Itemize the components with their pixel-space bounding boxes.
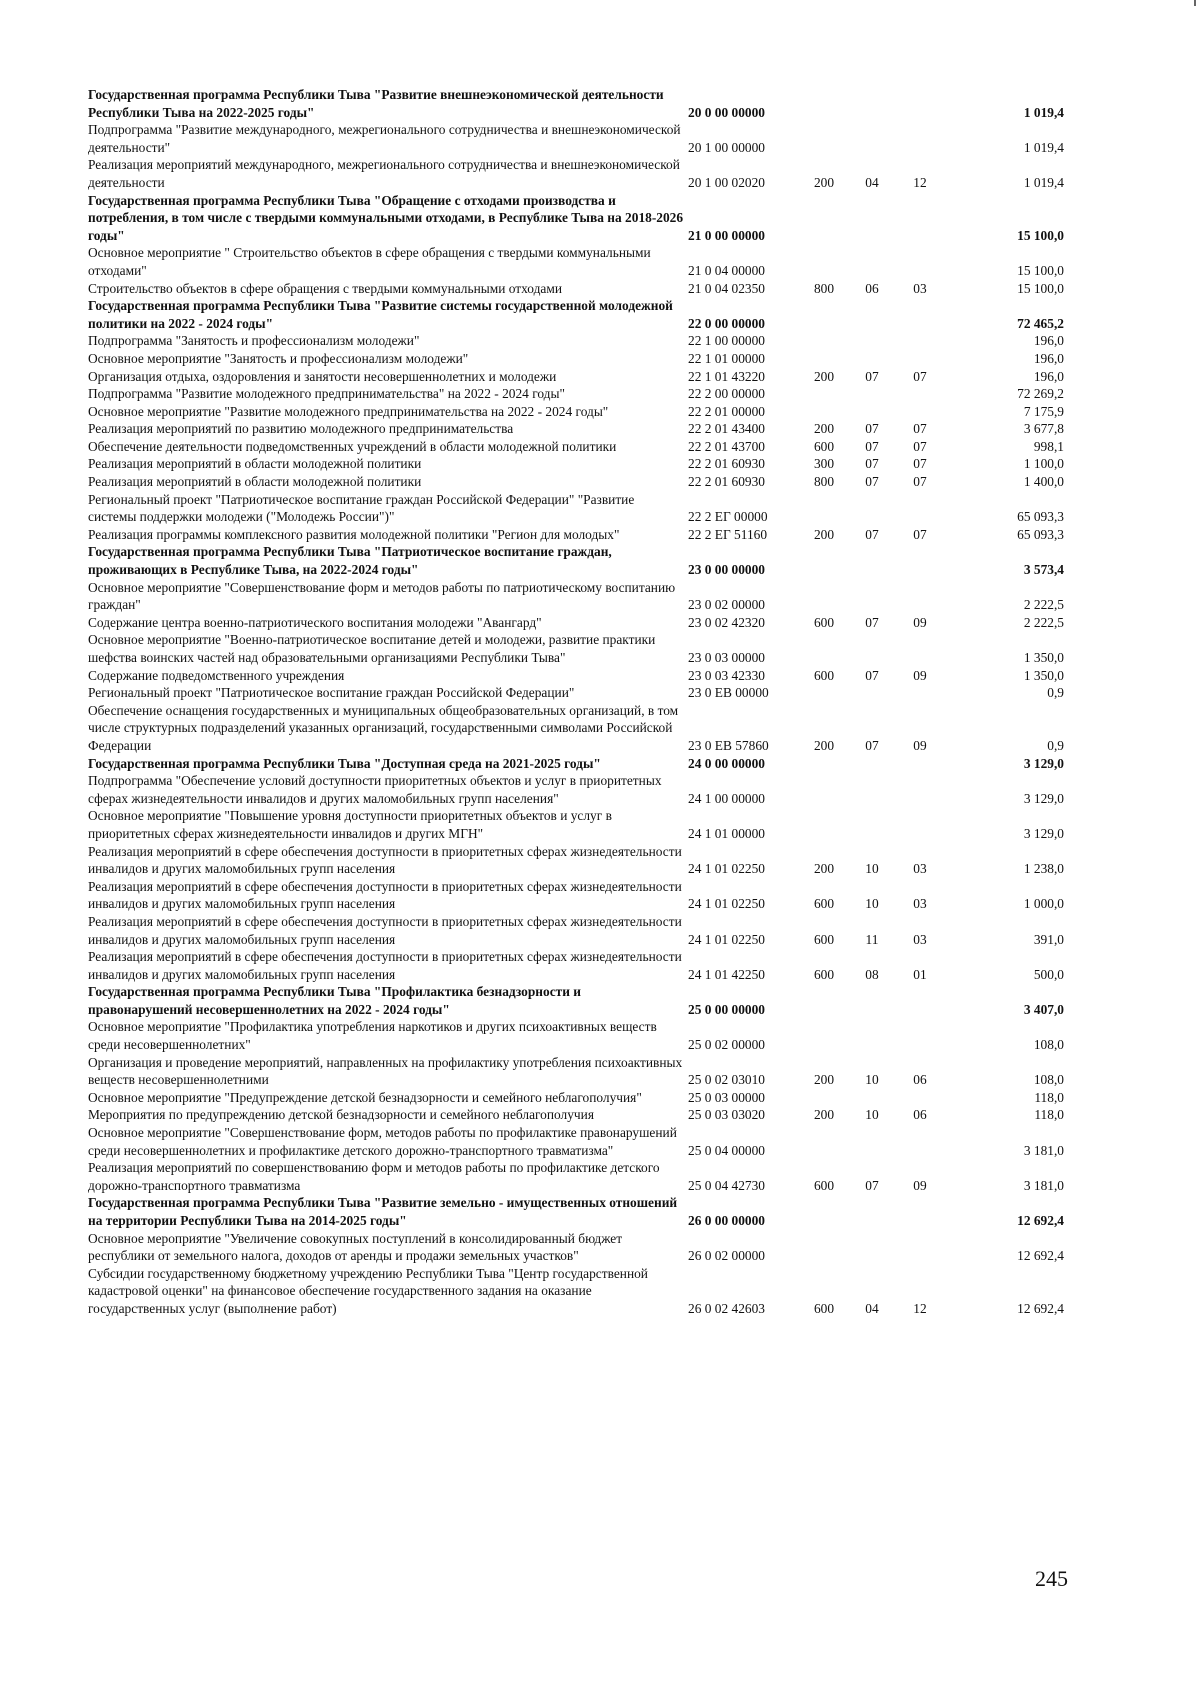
row-expense-type: 600 bbox=[813, 1300, 835, 1316]
row-expense-type: 600 bbox=[813, 931, 835, 947]
row-description: Организация отдыха, оздоровления и занятости несовершеннолетних и молодежи bbox=[88, 368, 557, 384]
row-amount: 196,0 bbox=[1033, 368, 1064, 384]
row-section: 10 bbox=[865, 861, 879, 877]
row-section: 07 bbox=[865, 526, 879, 542]
row-amount: 15 100,0 bbox=[1017, 227, 1064, 243]
table-row bbox=[88, 368, 1128, 386]
table-row bbox=[88, 1159, 1128, 1194]
row-amount: 998,1 bbox=[1033, 438, 1064, 454]
row-amount: 1 019,4 bbox=[1023, 139, 1064, 155]
row-description: Реализация мероприятий в сфере обеспечения доступности в приоритетных сферах жизнедеятельности инвалидов и других маломобильных групп населения bbox=[88, 843, 682, 877]
row-section: 07 bbox=[865, 438, 879, 454]
row-amount: 1 100,0 bbox=[1023, 456, 1064, 472]
row-expense-type: 600 bbox=[813, 438, 835, 454]
budget-table bbox=[88, 86, 1128, 1318]
row-target-code: 22 1 00 00000 bbox=[688, 333, 765, 349]
table-row bbox=[88, 843, 1128, 878]
row-target-code: 25 0 04 42730 bbox=[688, 1177, 765, 1193]
row-expense-type: 200 bbox=[813, 737, 835, 753]
row-amount: 196,0 bbox=[1033, 350, 1064, 366]
row-target-code: 23 0 00 00000 bbox=[688, 562, 765, 578]
row-description: Подпрограмма "Обеспечение условий доступности приоритетных объектов и услуг в приоритетных сферах жизнедеятельности инвалидов и других маломобильных групп населения" bbox=[88, 773, 662, 806]
row-target-code: 23 0 03 00000 bbox=[688, 650, 765, 665]
row-expense-type: 600 bbox=[813, 1177, 835, 1193]
row-target-code: 22 2 00 00000 bbox=[688, 386, 765, 402]
row-description: Организация и проведение мероприятий, направленных на профилактику употребления психоактивных веществ несовершеннолетними bbox=[88, 1054, 683, 1088]
row-target-code: 25 0 04 00000 bbox=[688, 1142, 765, 1158]
row-subsection: 03 bbox=[913, 280, 927, 296]
row-description: Государственная программа Республики Тыва "Доступная среда на 2021-2025 годы" bbox=[88, 755, 601, 771]
row-target-code: 26 0 00 00000 bbox=[688, 1213, 765, 1228]
table-row bbox=[88, 455, 1128, 473]
row-description: Подпрограмма "Развитие молодежного предпринимательства" на 2022 - 2024 годы" bbox=[88, 386, 565, 402]
row-section: 10 bbox=[865, 1072, 879, 1088]
row-section: 07 bbox=[865, 456, 879, 472]
row-description: Государственная программа Республики Тыва "Профилактика безнадзорности и правонарушений несовершеннолетних на 2022 - 2024 годы" bbox=[88, 984, 581, 1017]
row-subsection: 07 bbox=[913, 438, 927, 454]
row-subsection: 06 bbox=[913, 1107, 927, 1123]
row-description: Основное мероприятие "Развитие молодежного предпринимательства на 2022 - 2024 годы" bbox=[88, 403, 609, 419]
row-target-code: 22 2 01 60930 bbox=[688, 474, 765, 490]
row-subsection: 07 bbox=[913, 456, 927, 472]
row-amount: 3 129,0 bbox=[1023, 790, 1064, 806]
program-row bbox=[88, 755, 1128, 773]
table-row bbox=[88, 631, 1128, 666]
row-target-code: 20 1 00 00000 bbox=[688, 139, 765, 155]
row-subsection: 12 bbox=[913, 174, 927, 190]
row-section: 07 bbox=[865, 474, 879, 490]
row-amount: 15 100,0 bbox=[1017, 262, 1064, 278]
table-row bbox=[88, 156, 1128, 191]
table-row bbox=[88, 1089, 1128, 1107]
row-target-code: 22 2 ЕГ 00000 bbox=[688, 509, 768, 525]
row-description: Основное мероприятие "Совершенствование форм и методов работы по патриотическому воспитанию граждан" bbox=[88, 579, 676, 613]
row-description: Мероприятия по предупреждению детской безнадзорности и семейного неблагополучия bbox=[88, 1107, 594, 1123]
row-expense-type: 600 bbox=[813, 896, 835, 912]
table-row bbox=[88, 913, 1128, 948]
row-target-code: 25 0 03 00000 bbox=[688, 1089, 765, 1105]
table-row bbox=[88, 1018, 1128, 1053]
row-description: Реализация мероприятий по развитию молодежного предпринимательства bbox=[88, 421, 514, 437]
row-amount: 1 019,4 bbox=[1023, 104, 1064, 120]
row-target-code: 23 0 02 42320 bbox=[688, 614, 765, 630]
table-row bbox=[88, 473, 1128, 491]
row-amount: 108,0 bbox=[1033, 1037, 1064, 1053]
row-target-code: 24 1 01 02250 bbox=[688, 931, 765, 947]
row-target-code: 22 0 00 00000 bbox=[688, 315, 765, 331]
row-section: 10 bbox=[865, 1107, 879, 1123]
row-section: 07 bbox=[865, 737, 879, 753]
row-description: Обеспечение оснащения государственных и муниципальных общеобразовательных организаций, в том числе структурных подразделений указанных организаций, государственными символами Российской Федерации bbox=[88, 702, 679, 753]
row-expense-type: 300 bbox=[813, 456, 835, 472]
table-row bbox=[88, 280, 1128, 298]
row-amount: 118,0 bbox=[1034, 1107, 1064, 1123]
row-description: Реализация мероприятий в сфере обеспечения доступности в приоритетных сферах жизнедеятельности инвалидов и других маломобильных групп населения bbox=[88, 878, 682, 912]
table-row bbox=[88, 420, 1128, 438]
row-expense-type: 200 bbox=[813, 174, 835, 190]
program-row bbox=[88, 297, 1128, 332]
program-row bbox=[88, 1194, 1128, 1229]
row-target-code: 23 0 ЕВ 00000 bbox=[688, 685, 769, 701]
row-subsection: 07 bbox=[913, 526, 927, 542]
table-row bbox=[88, 772, 1128, 807]
row-amount: 500,0 bbox=[1033, 966, 1064, 982]
row-amount: 12 692,4 bbox=[1017, 1213, 1064, 1228]
row-description: Государственная программа Республики Тыва "Развитие системы государственной молодежной политики на 2022 - 2024 годы" bbox=[88, 298, 673, 331]
row-amount: 0,9 bbox=[1047, 737, 1064, 753]
row-expense-type: 200 bbox=[813, 526, 835, 542]
row-section: 04 bbox=[865, 174, 879, 190]
row-expense-type: 800 bbox=[813, 280, 835, 296]
row-description: Основное мероприятие "Увеличение совокупных поступлений в консолидированный бюджет республики от земельного налога, доходов от аренды и продажи земельных участков" bbox=[88, 1230, 623, 1264]
row-subsection: 07 bbox=[913, 474, 927, 490]
row-description: Региональный проект "Патриотическое воспитание граждан Российской Федерации" "Развитие системы поддержки молодежи ("Молодежь России")" bbox=[88, 491, 635, 525]
row-target-code: 20 0 00 00000 bbox=[688, 104, 765, 120]
row-description: Основное мероприятие " Строительство объектов в сфере обращения с твердыми коммунальными отходами" bbox=[88, 245, 651, 278]
row-target-code: 25 0 02 00000 bbox=[688, 1037, 765, 1053]
row-subsection: 09 bbox=[913, 614, 927, 630]
table-row bbox=[88, 526, 1128, 544]
program-row bbox=[88, 192, 1128, 245]
row-amount: 118,0 bbox=[1034, 1089, 1064, 1105]
row-section: 07 bbox=[865, 368, 879, 384]
row-amount: 3 407,0 bbox=[1023, 1001, 1064, 1017]
row-amount: 3 573,4 bbox=[1023, 562, 1064, 578]
table-row bbox=[88, 684, 1128, 702]
row-amount: 3 129,0 bbox=[1023, 755, 1064, 771]
table-row bbox=[88, 1124, 1128, 1159]
row-description: Государственная программа Республики Тыва "Развитие земельно - имущественных отношений на территории Республики Тыва на 2014-2025 годы" bbox=[88, 1195, 678, 1228]
row-target-code: 23 0 02 00000 bbox=[688, 597, 765, 613]
row-section: 07 bbox=[865, 614, 879, 630]
row-target-code: 22 1 01 43220 bbox=[688, 368, 765, 384]
row-expense-type: 600 bbox=[813, 614, 835, 630]
row-amount: 12 692,4 bbox=[1017, 1248, 1064, 1264]
row-amount: 3 677,8 bbox=[1023, 421, 1064, 437]
table-row bbox=[88, 807, 1128, 842]
row-target-code: 22 2 01 00000 bbox=[688, 403, 765, 419]
row-expense-type: 200 bbox=[813, 861, 835, 877]
row-amount: 0,9 bbox=[1047, 685, 1064, 701]
row-subsection: 03 bbox=[913, 896, 927, 912]
row-description: Субсидии государственному бюджетному учреждению Республики Тыва "Центр государственной кадастровой оценки" на финансовое обеспечение государственного задания на оказание государственных услуг (выполнение работ) bbox=[88, 1265, 648, 1316]
row-description: Подпрограмма "Развитие международного, межрегионального сотрудничества и внешнеэкономической деятельности" bbox=[88, 122, 681, 155]
row-target-code: 24 1 01 42250 bbox=[688, 966, 765, 982]
row-subsection: 09 bbox=[913, 737, 927, 753]
row-amount: 12 692,4 bbox=[1017, 1300, 1064, 1316]
table-row bbox=[88, 244, 1128, 279]
row-target-code: 24 1 00 00000 bbox=[688, 790, 765, 806]
row-amount: 3 181,0 bbox=[1023, 1142, 1064, 1158]
row-description: Основное мероприятие "Занятость и профессионализм молодежи" bbox=[88, 350, 469, 366]
row-target-code: 24 0 00 00000 bbox=[688, 755, 765, 771]
row-target-code: 21 0 04 00000 bbox=[688, 262, 765, 278]
row-target-code: 22 2 ЕГ 51160 bbox=[688, 526, 768, 542]
table-row bbox=[88, 1106, 1128, 1124]
row-amount: 1 400,0 bbox=[1023, 474, 1064, 490]
row-target-code: 22 2 01 43400 bbox=[688, 421, 765, 437]
row-target-code: 21 0 00 00000 bbox=[688, 227, 765, 243]
row-target-code: 23 0 03 42330 bbox=[688, 667, 765, 683]
row-target-code: 24 1 01 00000 bbox=[688, 825, 765, 841]
row-amount: 3 181,0 bbox=[1023, 1177, 1064, 1193]
row-description: Подпрограмма "Занятость и профессионализм молодежи" bbox=[88, 333, 420, 349]
row-target-code: 25 0 03 03020 bbox=[688, 1107, 765, 1123]
row-description: Основное мероприятие "Повышение уровня доступности приоритетных объектов и услуг в приоритетных сферах жизнедеятельности инвалидов и других МГН" bbox=[88, 808, 612, 841]
table-row bbox=[88, 1230, 1128, 1265]
row-expense-type: 600 bbox=[813, 667, 835, 683]
table-row bbox=[88, 579, 1128, 614]
row-description: Реализация мероприятий международного, межрегионального сотрудничества и внешнеэкономической деятельности bbox=[88, 157, 680, 190]
row-section: 11 bbox=[865, 931, 879, 947]
row-subsection: 03 bbox=[913, 861, 927, 877]
row-subsection: 07 bbox=[913, 421, 927, 437]
row-amount: 1 350,0 bbox=[1023, 667, 1064, 683]
row-subsection: 12 bbox=[913, 1300, 927, 1316]
row-expense-type: 200 bbox=[813, 1107, 835, 1123]
row-amount: 2 222,5 bbox=[1023, 597, 1064, 613]
row-expense-type: 200 bbox=[813, 368, 835, 384]
row-target-code: 25 0 02 03010 bbox=[688, 1072, 765, 1088]
row-description: Государственная программа Республики Тыва "Обращение с отходами производства и потребления, в том числе с твердыми коммунальными отходами, в Республике Тыва на 2018-2026 годы" bbox=[88, 192, 684, 243]
row-amount: 1 238,0 bbox=[1023, 861, 1064, 877]
row-expense-type: 200 bbox=[813, 1072, 835, 1088]
row-amount: 65 093,3 bbox=[1017, 509, 1064, 525]
row-subsection: 06 bbox=[913, 1072, 927, 1088]
row-subsection: 09 bbox=[913, 1177, 927, 1193]
row-target-code: 22 2 01 43700 bbox=[688, 438, 765, 454]
row-description: Основное мероприятие "Профилактика употребления наркотиков и других психоактивных веществ среди несовершеннолетних" bbox=[88, 1019, 657, 1053]
table-row bbox=[88, 332, 1128, 350]
row-section: 07 bbox=[865, 667, 879, 683]
table-row bbox=[88, 614, 1128, 632]
table-row bbox=[88, 121, 1128, 156]
row-description: Основное мероприятие "Военно-патриотическое воспитание детей и молодежи, развитие практики шефства воинских частей над образовательными организациями Республики Тыва" bbox=[88, 632, 656, 665]
table-row bbox=[88, 667, 1128, 685]
scan-edge-mark bbox=[1194, 0, 1196, 6]
row-description: Реализация мероприятий в сфере обеспечения доступности в приоритетных сферах жизнедеятельности инвалидов и других маломобильных групп населения bbox=[88, 949, 682, 982]
table-row bbox=[88, 491, 1128, 526]
row-amount: 7 175,9 bbox=[1023, 403, 1064, 419]
row-description: Строительство объектов в сфере обращения с твердыми коммунальными отходами bbox=[88, 280, 562, 296]
page-number: 245 bbox=[1035, 1566, 1068, 1591]
table-row bbox=[88, 1054, 1128, 1089]
row-expense-type: 800 bbox=[813, 474, 835, 490]
row-target-code: 24 1 01 02250 bbox=[688, 896, 765, 912]
row-target-code: 23 0 ЕВ 57860 bbox=[688, 737, 769, 753]
row-amount: 15 100,0 bbox=[1017, 280, 1064, 296]
row-section: 04 bbox=[865, 1300, 879, 1316]
row-subsection: 01 bbox=[913, 966, 927, 982]
row-target-code: 21 0 04 02350 bbox=[688, 280, 765, 296]
row-amount: 72 465,2 bbox=[1017, 315, 1064, 331]
row-description: Реализация мероприятий в области молодежной политики bbox=[88, 474, 422, 490]
row-description: Основное мероприятие "Предупреждение детской безнадзорности и семейного неблагополучия" bbox=[88, 1089, 642, 1105]
row-amount: 1 000,0 bbox=[1023, 896, 1064, 912]
table-row bbox=[88, 1265, 1128, 1318]
table-row bbox=[88, 948, 1128, 983]
row-description: Содержание центра военно-патриотического воспитания молодежи "Авангард" bbox=[88, 614, 542, 630]
row-target-code: 26 0 02 42603 bbox=[688, 1300, 765, 1316]
row-subsection: 03 bbox=[913, 931, 927, 947]
row-target-code: 24 1 01 02250 bbox=[688, 861, 765, 877]
table-row bbox=[88, 403, 1128, 421]
row-description: Основное мероприятие "Совершенствование форм, методов работы по профилактике правонарушений среди несовершеннолетних и профилактике детского дорожно-транспортного травматизма" bbox=[88, 1125, 677, 1158]
row-amount: 391,0 bbox=[1033, 931, 1064, 947]
row-target-code: 20 1 00 02020 bbox=[688, 174, 765, 190]
table-row bbox=[88, 702, 1128, 755]
row-description: Государственная программа Республики Тыва "Патриотическое воспитание граждан, проживающих в Республике Тыва, на 2022-2024 годы" bbox=[88, 544, 612, 578]
row-section: 06 bbox=[865, 280, 879, 296]
row-description: Региональный проект "Патриотическое воспитание граждан Российской Федерации" bbox=[88, 685, 575, 701]
row-target-code: 26 0 02 00000 bbox=[688, 1248, 765, 1264]
row-target-code: 22 2 01 60930 bbox=[688, 456, 765, 472]
row-description: Реализация мероприятий в сфере обеспечения доступности в приоритетных сферах жизнедеятельности инвалидов и других маломобильных групп населения bbox=[88, 913, 682, 947]
table-row bbox=[88, 878, 1128, 913]
row-description: Реализация мероприятий по совершенствованию форм и методов работы по профилактике детского дорожно-транспортного травматизма bbox=[88, 1160, 660, 1193]
row-amount: 1 350,0 bbox=[1023, 650, 1064, 665]
row-description: Реализация программы комплексного развития молодежной политики "Регион для молодых" bbox=[88, 526, 620, 542]
row-subsection: 07 bbox=[913, 368, 927, 384]
row-section: 07 bbox=[865, 1177, 879, 1193]
row-amount: 65 093,3 bbox=[1017, 526, 1064, 542]
row-subsection: 09 bbox=[913, 667, 927, 683]
table-row bbox=[88, 385, 1128, 403]
row-amount: 72 269,2 bbox=[1017, 386, 1064, 402]
row-expense-type: 600 bbox=[813, 966, 835, 982]
row-amount: 196,0 bbox=[1033, 333, 1064, 349]
row-section: 07 bbox=[865, 421, 879, 437]
row-description: Содержание подведомственного учреждения bbox=[88, 667, 345, 683]
program-row bbox=[88, 86, 1128, 121]
row-target-code: 22 1 01 00000 bbox=[688, 350, 765, 366]
table-row bbox=[88, 438, 1128, 456]
row-target-code: 25 0 00 00000 bbox=[688, 1001, 765, 1017]
row-section: 08 bbox=[865, 966, 879, 982]
row-description: Обеспечение деятельности подведомственных учреждений в области молодежной политики bbox=[88, 438, 617, 454]
row-description: Государственная программа Республики Тыва "Развитие внешнеэкономической деятельности Республики Тыва на 2022-2025 годы" bbox=[88, 87, 664, 120]
row-amount: 108,0 bbox=[1033, 1072, 1064, 1088]
row-amount: 1 019,4 bbox=[1023, 174, 1064, 190]
program-row bbox=[88, 983, 1128, 1018]
row-description: Реализация мероприятий в области молодежной политики bbox=[88, 456, 422, 472]
row-amount: 2 222,5 bbox=[1023, 614, 1064, 630]
row-section: 10 bbox=[865, 896, 879, 912]
row-expense-type: 200 bbox=[813, 421, 835, 437]
row-amount: 3 129,0 bbox=[1023, 825, 1064, 841]
program-row bbox=[88, 543, 1128, 578]
table-row bbox=[88, 350, 1128, 368]
